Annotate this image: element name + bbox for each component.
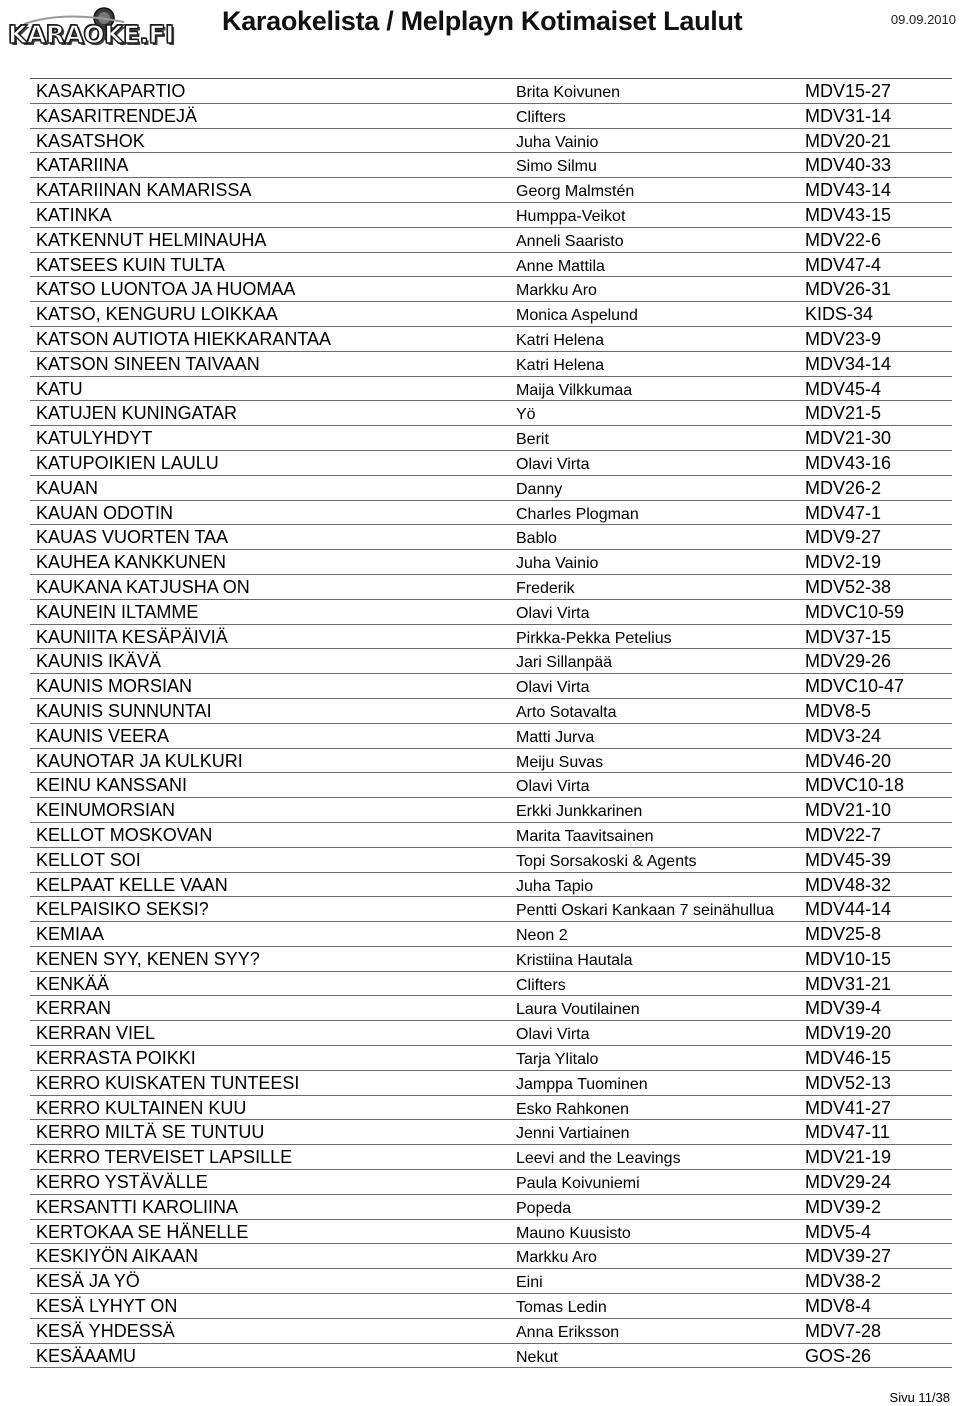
song-title-cell: KASAKKAPARTIO <box>36 81 186 101</box>
table-row <box>30 1096 952 1121</box>
song-title-cell: KELPAAT KELLE VAAN <box>36 874 228 895</box>
table-row <box>30 947 952 972</box>
artist-cell: Esko Rahkonen <box>516 1100 629 1118</box>
song-code-cell: MDV46-15 <box>805 1048 892 1069</box>
table-row <box>30 1195 952 1220</box>
song-code-cell: MDV52-38 <box>805 576 892 597</box>
song-title-cell: KEINUMORSIAN <box>36 800 176 821</box>
table-row <box>30 203 952 228</box>
song-code-cell: MDV29-24 <box>805 1172 892 1193</box>
song-code-cell: MDV29-26 <box>805 651 892 672</box>
table-row <box>30 302 952 327</box>
song-title-cell: KATSO, KENGURU LOIKKAA <box>36 304 278 325</box>
song-code-cell: MDV21-10 <box>805 800 892 821</box>
page-title: Karaokelista / Melplayn Kotimaiset Laulut <box>222 6 743 36</box>
artist-cell: Tomas Ledin <box>516 1299 607 1317</box>
song-code-cell: MDV46-20 <box>805 750 892 771</box>
song-title-cell: KERRO MILTÄ SE TUNTUU <box>36 1122 265 1143</box>
artist-cell: Clifters <box>516 976 566 994</box>
song-title-cell: KEMIAA <box>36 924 105 945</box>
song-code-cell: MDV21-19 <box>805 1147 892 1168</box>
artist-cell: Charles Plogman <box>516 505 639 523</box>
song-title-cell: KENEN SYY, KENEN SYY? <box>36 948 260 969</box>
song-title-cell: KERTOKAA SE HÄNELLE <box>36 1221 249 1242</box>
song-code-cell: MDV43-15 <box>805 204 892 225</box>
artist-cell: Frederik <box>516 579 575 597</box>
artist-cell: Danny <box>516 480 563 498</box>
song-title-cell: KERRO KUISKATEN TUNTEESI <box>36 1072 300 1093</box>
song-title-cell: KATUJEN KUNINGATAR <box>36 403 238 424</box>
artist-cell: Olavi Virta <box>516 679 590 697</box>
song-title-cell: KATSON SINEEN TAIVAAN <box>36 353 260 374</box>
table-row <box>30 253 952 278</box>
song-title-cell: KAUNOTAR JA KULKURI <box>36 750 243 771</box>
table-row <box>30 996 952 1021</box>
artist-cell: Olavi Virta <box>516 1026 590 1044</box>
table-row <box>30 1269 952 1294</box>
logo-text: KARAOKE.FI <box>8 20 174 49</box>
page-header <box>0 0 960 60</box>
song-title-cell: KESÄ YHDESSÄ <box>36 1320 175 1341</box>
artist-cell: Tarja Ylitalo <box>516 1051 599 1069</box>
song-code-cell: MDV21-30 <box>805 428 892 449</box>
artist-cell: Olavi Virta <box>516 604 590 622</box>
artist-cell: Yö <box>516 406 536 424</box>
table-row <box>30 79 952 104</box>
artist-cell: Paula Koivuniemi <box>516 1175 640 1193</box>
artist-cell: Matti Jurva <box>516 728 595 746</box>
artist-cell: Laura Voutilainen <box>516 1001 640 1019</box>
table-row <box>30 1120 952 1145</box>
song-code-cell: MDV15-27 <box>805 81 892 101</box>
table-row <box>30 972 952 997</box>
table-row <box>30 451 952 476</box>
song-code-cell: MDV21-5 <box>805 403 882 424</box>
song-title-cell: KERRO KULTAINEN KUU <box>36 1097 247 1118</box>
table-row <box>30 327 952 352</box>
song-table <box>30 78 952 1368</box>
song-code-cell: MDV3-24 <box>805 725 882 746</box>
artist-cell: Juha Vainio <box>516 133 599 151</box>
song-title-cell: KERSANTTI KAROLIINA <box>36 1196 239 1217</box>
table-row <box>30 873 952 898</box>
artist-cell: Neon 2 <box>516 927 568 945</box>
song-code-cell: MDV19-20 <box>805 1023 892 1044</box>
table-row <box>30 724 952 749</box>
song-code-cell: MDV48-32 <box>805 874 892 895</box>
song-code-cell: MDV20-21 <box>805 130 892 151</box>
table-row <box>30 1021 952 1046</box>
table-row <box>30 922 952 947</box>
table-row <box>30 773 952 798</box>
artist-cell: Eini <box>516 1274 543 1292</box>
song-code-cell: MDV22-6 <box>805 229 882 250</box>
song-code-cell: MDVC10-18 <box>805 775 905 796</box>
table-row <box>30 1294 952 1319</box>
table-row <box>30 1145 952 1170</box>
page-date: 09.09.2010 <box>890 12 956 27</box>
song-title-cell: KATINKA <box>36 204 112 225</box>
song-title-cell: KAUNIS SUNNUNTAI <box>36 700 212 721</box>
table-row <box>30 277 952 302</box>
song-code-cell: MDV38-2 <box>805 1271 882 1292</box>
song-code-cell: MDV41-27 <box>805 1097 892 1118</box>
song-code-cell: MDV10-15 <box>805 948 892 969</box>
artist-cell: Leevi and the Leavings <box>516 1150 681 1168</box>
song-code-cell: MDV2-19 <box>805 552 882 573</box>
song-title-cell: KAUAN <box>36 477 99 498</box>
artist-cell: Juha Vainio <box>516 555 599 573</box>
table-row <box>30 749 952 774</box>
song-title-cell: KATARIINAN KAMARISSA <box>36 180 252 201</box>
artist-cell: Maija Vilkkumaa <box>516 381 633 399</box>
table-row <box>30 352 952 377</box>
table-row <box>30 674 952 699</box>
song-title-cell: KEINU KANSSANI <box>36 775 188 796</box>
artist-cell: Jenni Vartiainen <box>516 1125 630 1143</box>
song-title-cell: KATKENNUT HELMINAUHA <box>36 229 267 250</box>
table-row <box>30 823 952 848</box>
song-title-cell: KAUNIS MORSIAN <box>36 676 193 697</box>
table-row <box>30 625 952 650</box>
artist-cell: Topi Sorsakoski & Agents <box>516 852 697 870</box>
song-code-cell: MDV47-11 <box>805 1122 890 1143</box>
table-row <box>30 476 952 501</box>
song-title-cell: KELPAISIKO SEKSI? <box>36 899 209 920</box>
song-title-cell: KATSON AUTIOTA HIEKKARANTAA <box>36 328 332 349</box>
table-row <box>30 1071 952 1096</box>
table-row <box>30 401 952 426</box>
song-code-cell: MDV26-2 <box>805 477 882 498</box>
table-row <box>30 1344 952 1369</box>
song-code-cell: MDVC10-59 <box>805 601 905 622</box>
table-row <box>30 550 952 575</box>
artist-cell: Jamppa Tuominen <box>516 1075 648 1093</box>
table-row <box>30 129 952 154</box>
table-row <box>30 649 952 674</box>
song-code-cell: KIDS-34 <box>805 304 874 325</box>
song-title-cell: KAUNIS VEERA <box>36 725 170 746</box>
artist-cell: Clifters <box>516 108 566 126</box>
song-title-cell: KATUPOIKIEN LAULU <box>36 452 219 473</box>
song-code-cell: MDV8-5 <box>805 700 872 721</box>
artist-cell: Mauno Kuusisto <box>516 1224 631 1242</box>
song-code-cell: MDV31-14 <box>805 105 892 126</box>
song-title-cell: KERRASTA POIKKI <box>36 1048 196 1069</box>
artist-cell: Pentti Oskari Kankaan 7 seinähullua <box>516 902 774 920</box>
artist-cell: Juha Tapio <box>516 877 594 895</box>
artist-cell: Katri Helena <box>516 331 605 349</box>
song-code-cell: MDV43-14 <box>805 180 892 201</box>
artist-cell: Anneli Saaristo <box>516 232 624 250</box>
song-code-cell: MDV40-33 <box>805 155 892 176</box>
song-title-cell: KASATSHOK <box>36 130 145 151</box>
song-title-cell: KAUNEIN ILTAMME <box>36 601 199 622</box>
table-row <box>30 575 952 600</box>
table-row <box>30 1244 952 1269</box>
song-code-cell: MDV47-4 <box>805 254 882 275</box>
artist-cell: Markku Aro <box>516 1249 597 1267</box>
artist-cell: Marita Taavitsainen <box>516 827 654 845</box>
song-title-cell: KATSEES KUIN TULTA <box>36 254 225 275</box>
artist-cell: Brita Koivunen <box>516 84 621 101</box>
song-code-cell: MDV9-27 <box>805 527 882 548</box>
artist-cell: Olavi Virta <box>516 455 590 473</box>
song-title-cell: KATU <box>36 378 83 399</box>
song-title-cell: KATARIINA <box>36 155 129 176</box>
song-title-cell: KERRO TERVEISET LAPSILLE <box>36 1147 293 1168</box>
song-title-cell: KAUNIITA KESÄPÄIVIÄ <box>36 626 228 647</box>
table-row <box>30 1046 952 1071</box>
karaoke-logo <box>4 2 174 54</box>
artist-cell: Olavi Virta <box>516 778 590 796</box>
song-title-cell: KAUAS VUORTEN TAA <box>36 527 229 548</box>
song-code-cell: MDV45-4 <box>805 378 882 399</box>
page-number: Sivu 11/38 <box>889 1390 950 1405</box>
song-title-cell: KATSO LUONTOA JA HUOMAA <box>36 279 296 300</box>
table-row <box>30 501 952 526</box>
song-title-cell: KAUKANA KATJUSHA ON <box>36 576 250 597</box>
artist-cell: Humppa-Veikot <box>516 207 626 225</box>
table-row <box>30 1170 952 1195</box>
song-title-cell: KATULYHDYT <box>36 428 153 449</box>
song-code-cell: MDV52-13 <box>805 1072 892 1093</box>
song-title-cell: KELLOT MOSKOVAN <box>36 824 213 845</box>
song-code-cell: MDV31-21 <box>805 973 892 994</box>
artist-cell: Jari Sillanpää <box>516 654 613 672</box>
song-title-cell: KESÄAAMU <box>36 1345 137 1366</box>
song-code-cell: MDV37-15 <box>805 626 892 647</box>
song-title-cell: KAUNIS IKÄVÄ <box>36 651 162 672</box>
song-title-cell: KESÄ LYHYT ON <box>36 1296 178 1317</box>
song-code-cell: MDV39-4 <box>805 998 882 1019</box>
song-code-cell: MDV25-8 <box>805 924 882 945</box>
table-row <box>30 228 952 253</box>
song-code-cell: MDVC10-47 <box>805 676 905 697</box>
song-title-cell: KAUHEA KANKKUNEN <box>36 552 227 573</box>
song-code-cell: MDV26-31 <box>805 279 892 300</box>
table-row <box>30 600 952 625</box>
artist-cell: Arto Sotavalta <box>516 703 617 721</box>
artist-cell: Kristiina Hautala <box>516 951 633 969</box>
table-row <box>30 153 952 178</box>
song-code-cell: MDV5-4 <box>805 1221 872 1242</box>
song-title-cell: KERRO YSTÄVÄLLE <box>36 1172 208 1193</box>
artist-cell: Monica Aspelund <box>516 307 638 325</box>
artist-cell: Popeda <box>516 1199 572 1217</box>
song-code-cell: MDV39-2 <box>805 1196 882 1217</box>
artist-cell: Pirkka-Pekka Petelius <box>516 629 672 647</box>
table-row <box>30 426 952 451</box>
artist-cell: Anna Eriksson <box>516 1323 620 1341</box>
table-row <box>30 897 952 922</box>
table-row <box>30 178 952 203</box>
song-title-cell: KASARITRENDEJÄ <box>36 105 198 126</box>
table-row <box>30 104 952 129</box>
table-row <box>30 1319 952 1344</box>
song-code-cell: MDV39-27 <box>805 1246 892 1267</box>
song-code-cell: MDV47-1 <box>805 502 882 523</box>
song-title-cell: KAUAN ODOTIN <box>36 502 174 523</box>
artist-cell: Markku Aro <box>516 282 597 300</box>
song-title-cell: KENKÄÄ <box>36 973 110 994</box>
table-row <box>30 1220 952 1245</box>
table-row <box>30 798 952 823</box>
artist-cell: Katri Helena <box>516 356 605 374</box>
table-row <box>30 848 952 873</box>
artist-cell: Anne Mattila <box>516 257 605 275</box>
artist-cell: Nekut <box>516 1348 558 1366</box>
table-row <box>30 525 952 550</box>
song-title-cell: KESÄ JA YÖ <box>36 1271 140 1292</box>
song-code-cell: MDV7-28 <box>805 1320 882 1341</box>
song-code-cell: MDV45-39 <box>805 849 892 870</box>
song-code-cell: MDV44-14 <box>805 899 892 920</box>
table-row <box>30 699 952 724</box>
song-code-cell: MDV43-16 <box>805 452 892 473</box>
song-code-cell: MDV34-14 <box>805 353 892 374</box>
artist-cell: Bablo <box>516 530 557 548</box>
song-code-cell: MDV23-9 <box>805 328 882 349</box>
song-code-cell: MDV22-7 <box>805 824 882 845</box>
artist-cell: Simo Silmu <box>516 158 597 176</box>
artist-cell: Erkki Junkkarinen <box>516 803 643 821</box>
song-code-cell: GOS-26 <box>805 1345 872 1366</box>
song-title-cell: KERRAN VIEL <box>36 1023 156 1044</box>
artist-cell: Georg Malmstén <box>516 183 635 201</box>
song-code-cell: MDV8-4 <box>805 1296 872 1317</box>
song-title-cell: KERRAN <box>36 998 112 1019</box>
song-title-cell: KELLOT SOI <box>36 849 141 870</box>
song-title-cell: KESKIYÖN AIKAAN <box>36 1246 199 1267</box>
artist-cell: Berit <box>516 431 549 449</box>
artist-cell: Meiju Suvas <box>516 753 604 771</box>
table-row <box>30 377 952 402</box>
